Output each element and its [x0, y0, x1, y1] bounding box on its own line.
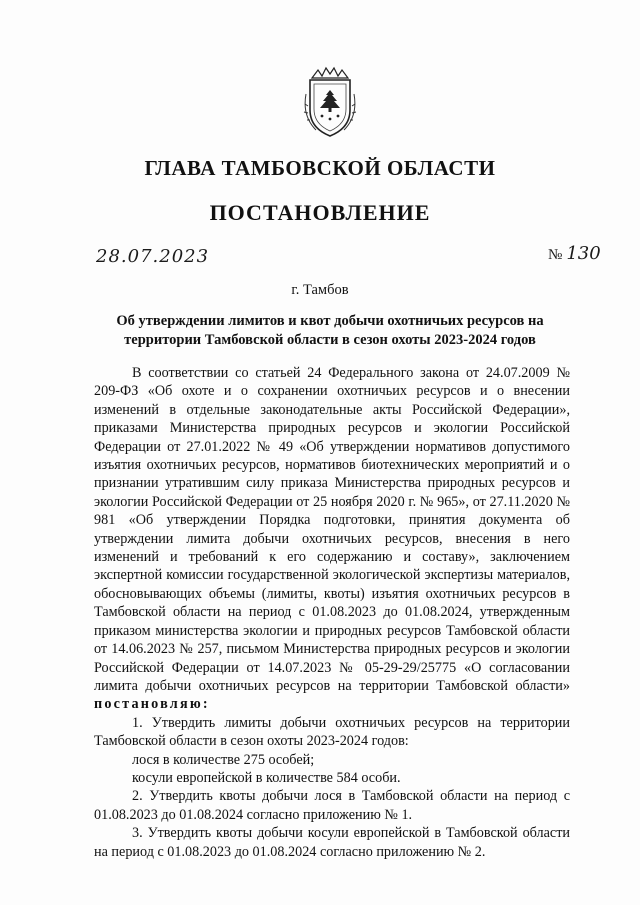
document-body: [94, 364, 570, 861]
number-sign: №: [548, 247, 563, 263]
city-line: г. Тамбов: [291, 282, 349, 298]
document-type-title: ПОСТАНОВЛЕНИЕ: [209, 200, 431, 225]
item-1-roe-deer-line: косули европейской в количестве 584 особи.: [132, 769, 401, 786]
number-value: 130: [566, 243, 601, 264]
document-date: 28.07.2023: [96, 246, 210, 267]
decree-word: постановляю:: [94, 696, 210, 713]
document-subject: Об утверждении лимитов и квот добычи охотничьих ресурсов на территории Тамбовской области в сезон охоты 2023-2024 годов: [116, 313, 544, 348]
preamble-paragraph: [94, 364, 570, 714]
item-1-moose-line: лося в количестве 275 особей;: [132, 751, 315, 768]
document-number: [548, 243, 601, 264]
item-2-paragraph: 2. Утвердить квоты добычи лося в Тамбовской области на период с 01.08.2023 до 01.08.2024 согласно приложению № 1.: [94, 788, 570, 823]
coat-of-arms-emblem: [300, 64, 360, 140]
item-3-paragraph: 3. Утвердить квоты добычи косули европейской в Тамбовской области на период с 01.08.2023 до 01.08.2024 согласно приложению № 2.: [94, 825, 570, 860]
preamble-text: В соответствии со статьей 24 Федерального закона от 24.07.2009 № 209-ФЗ «Об охоте и о сохранении охотничьих ресурсов и о внесении изменений в отдельные законодательные акты Российской Федерации», приказами Министерства природных ресурсов и экологии Российской Федерации от 27.01.2022 № 49 «Об утверждении нормативов допустимого изъятия охотничьих ресурсов, нормативов биотехнических мероприятий и о признании утратившим силу приказа Министерства природных ресурсов и экологии Российской Федерации от 25 ноября 2020 г. № 965», от 27.11.2020 № 981 «Об утверждении Порядка подготовки, принятия документа об утверждении лимита добычи охотничьих ресурсов, внесения в него изменений и требований к его содержанию и составу», заключением экспертной комиссии государственной экологической экспертизы материалов, обосновывающих объемы (лимиты, квоты) изъятия охотничьих ресурсов в Тамбовской области на период с 01.08.2023 до 01.08.2024, утвержденным приказом министерства экологии и природных ресурсов Тамбовской области от 14.06.2023 № 257, письмом Министерства природных ресурсов и экологии Российской Федерации от 14.07.2023 № 05-29-29/25775 «О согласовании лимита добычи охотничьих ресурсов на территории Тамбовской области»: [94, 365, 570, 694]
item-1-paragraph: 1. Утвердить лимиты добычи охотничьих ресурсов на территории Тамбовской области в сезон охоты 2023-2024 годов:: [94, 714, 570, 750]
issuing-authority-title: ГЛАВА ТАМБОВСКОЙ ОБЛАСТИ: [144, 156, 496, 180]
